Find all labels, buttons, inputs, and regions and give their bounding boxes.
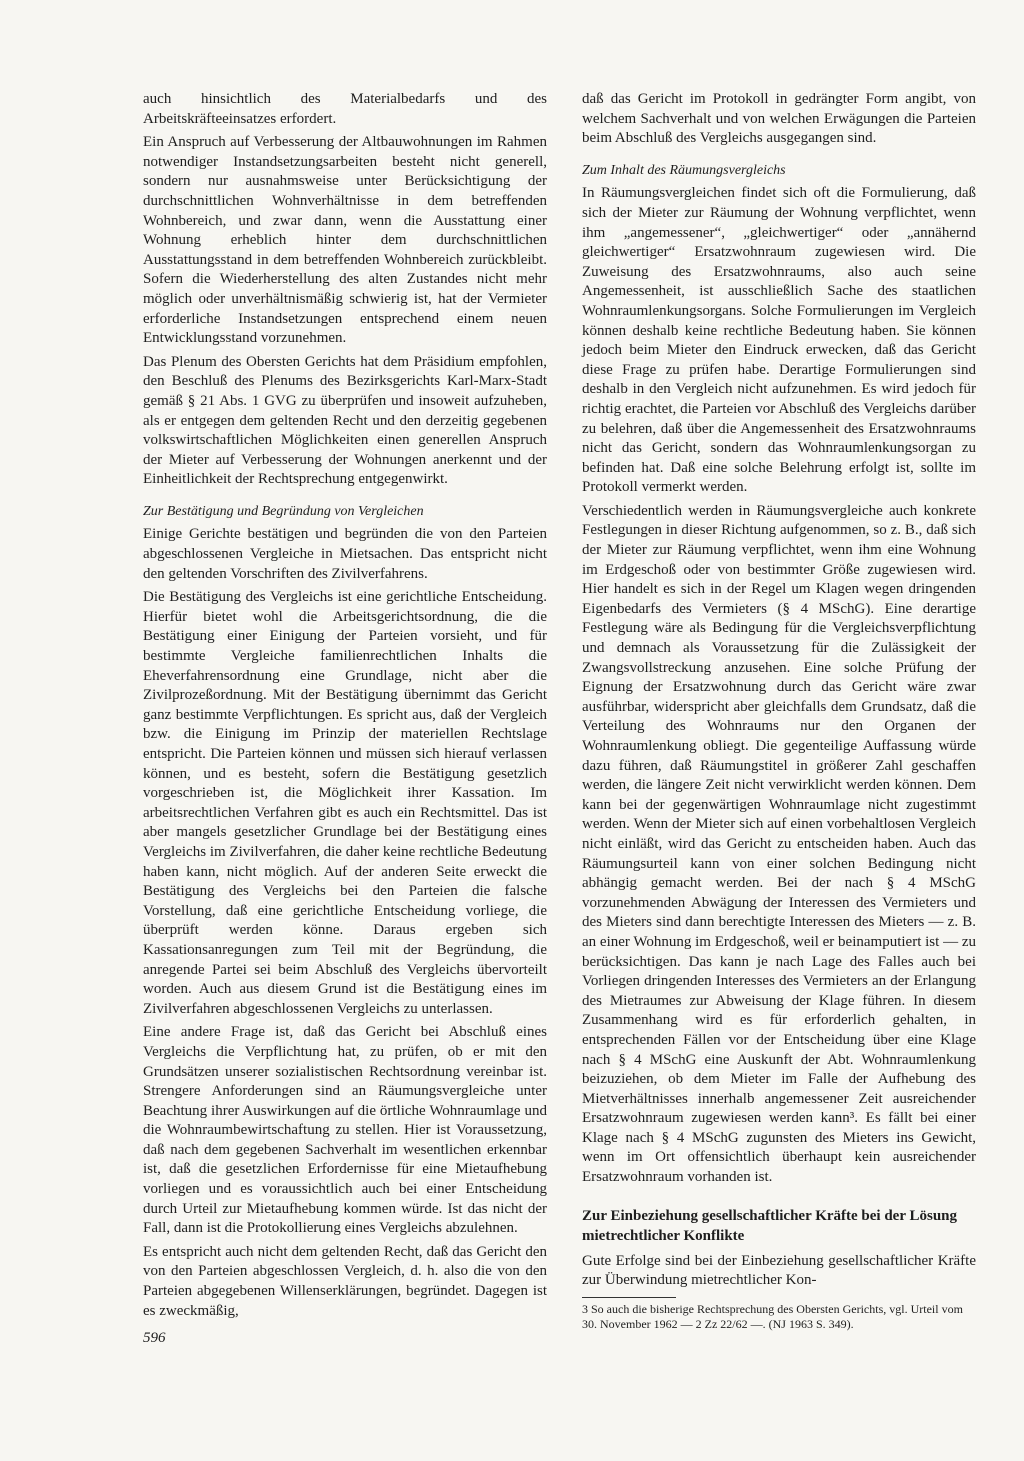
- left-column: [143, 90, 547, 1325]
- paragraph: Die Bestätigung des Vergleichs ist eine gerichtliche Entscheidung. Hierfür bietet wohl die Arbeitsgerichtsordnung, die die Bestätigung einer Einigung der Parteien vorsieht, und für bestimmte Vergleiche familienrechtlichen Inhalts die Eheverfahrensordnung eine Grundlage, nicht aber die Zivilprozeßordnung. Mit der Bestätigung übernimmt das Gericht ganz bestimmte Verpflichtungen. Es spricht aus, daß der Vergleich bzw. die Einigung im Prinzip der materiellen Rechtslage entspricht. Die Parteien können und müssen sich hierauf verlassen können, und es besteht, sofern die Bestätigung gesetzlich vorgeschrieben ist, die Möglichkeit ihrer Kassation. Im arbeitsrechtlichen Verfahren gibt es auch ein Rechtsmittel. Das ist aber mangels gesetzlicher Grundlage bei der Bestätigung eines Vergleichs im Zivilverfahren, die daher keine rechtliche Bedeutung haben kann, nicht möglich. Auf der anderen Seite erweckt die Bestätigung des Vergleichs bei den Parteien die falsche Vorstellung, daß eine gerichtliche Entscheidung vorliege, die überprüft werden könne. Daraus ergeben sich Kassationsanregungen zum Teil mit der Begründung, die anregende Partei sei beim Abschluß des Vergleichs übervorteilt worden. Auch aus diesem Grund ist die Bestätigung eines im Zivilverfahren abgeschlossenen Vergleichs zu unterlassen.: [143, 589, 547, 1017]
- footnote-rule: [582, 1297, 676, 1298]
- footnote: 3 So auch die bisherige Rechtsprechung des Obersten Gerichts, vgl. Urteil vom 30. November 1962 — 2 Zz 22/62 —. (NJ 1963 S. 349).: [582, 1301, 963, 1331]
- section-heading: Zur Bestätigung und Begründung von Vergleichen: [143, 503, 424, 519]
- paragraph: Gute Erfolge sind bei der Einbeziehung gesellschaftlicher Kräfte zur Überwindung mietrechtlicher Kon-: [582, 1252, 976, 1289]
- right-column: [582, 90, 976, 1332]
- section-heading-bold: Zur Einbeziehung gesellschaftlicher Kräfte bei der Lösung mietrechtlicher Konflikte: [582, 1207, 958, 1244]
- page-number: 596: [143, 1330, 166, 1346]
- paragraph: In Räumungsvergleichen findet sich oft die Formulierung, daß sich der Mieter zur Räumung der Wohnung verpflichtet, wenn ihm „angemessener“, „gleichwertiger“ oder „annähernd gleichwertiger“ Ersatzwohnraum zugewiesen wird. Die Zuweisung des Ersatzwohnraums, also auch seine Angemessenheit, ist ausschließlich Sache des staatlichen Wohnraumlenkungsorgans. Solche Formulierungen im Vergleich können deshalb keine rechtliche Bedeutung haben. Sie können jedoch beim Mieter den Eindruck erwecken, daß das Gericht diese Frage zu prüfen habe. Derartige Formulierungen sind deshalb in den Vergleich nicht aufzunehmen. Es wird jedoch für richtig erachtet, die Parteien vor Abschluß des Vergleichs darüber zu belehren, daß über die Angemessenheit des Ersatzwohnraums nicht das Gericht, sondern das Wohnraumlenkungsorgan zu befinden hat. Daß eine solche Belehrung erfolgt ist, sollte im Protokoll vermerkt werden.: [582, 185, 976, 496]
- paragraph: Einige Gerichte bestätigen und begründen die von den Parteien abgeschlossenen Vergleiche in Mietsachen. Das entspricht nicht den geltenden Vorschriften des Zivilverfahrens.: [143, 526, 547, 582]
- paragraph: Ein Anspruch auf Verbesserung der Altbauwohnungen im Rahmen notwendiger Instandsetzungsarbeiten besteht nicht generell, sondern nur ausnahmsweise unter Berücksichtigung der durchschnittlichen Wohnverhältnisse in dem betreffenden Wohnbereich, und zwar dann, wenn die Ausstattung einer Wohnung erheblich hinter dem durchschnittlichen Ausstattungsstand in dem betreffenden Wohnbereich zurückbleibt. Sofern die Wiederherstellung des alten Zustandes nicht mehr möglich oder unverhältnismäßig schwierig ist, hat der Vermieter erforderliche Instandsetzungen entsprechend einem neuen Entwicklungsstand vorzunehmen.: [143, 134, 547, 347]
- paragraph: Verschiedentlich werden in Räumungsvergleiche auch konkrete Festlegungen in dieser Richtung aufgenommen, so z. B., daß sich der Mieter zur Räumung verpflichtet, wenn ihm eine Wohnung im Erdgeschoß oder von bestimmter Größe zugewiesen wird. Hier handelt es sich in der Regel um Klagen wegen dringenden Eigenbedarfs des Vermieters (§ 4 MSchG). Eine derartige Festlegung wäre als Bedingung für die Vergleichsverpflichtung und demnach als Voraussetzung für die Zulässigkeit der Zwangsvollstreckung anzusehen. Eine solche Prüfung der Eignung der Ersatzwohnung durch das Gericht wäre zwar ausführbar, widerspricht aber gleichfalls dem Grundsatz, daß die Verteilung des Wohnraums nur den Organen der Wohnraumlenkung obliegt. Die gegenteilige Auffassung würde dazu führen, daß Räumungstitel in größerer Zahl geschaffen werden, die längere Zeit nicht verwirklicht werden können. Dem kann bei der gegenwärtigen Wohnraumlage nicht zugestimmt werden. Wenn der Mieter sich auf einen vorbehaltlosen Vergleich nicht einläßt, wird das Gericht zu entscheiden haben. Auch das Räumungsurteil kann von einer solchen Bedingung nicht abhängig gemacht werden. Bei der nach § 4 MSchG vorzunehmenden Abwägung der Interessen des Vermieters und des Mieters sind dann berechtigte Interessen des Mieters — z. B. an einer Wohnung im Erdgeschoß, weil er beinamputiert ist — zu berücksichtigen. Das kann je nach Lage des Falles auch bei Vorliegen dringenden Interesses des Vermieters an der Erlangung des Mietraumes zur Abweisung der Klage führen. In diesem Zusammenhang wird es für erforderlich gehalten, in entsprechenden Fällen vor der Entscheidung über eine Klage nach § 4 MSchG eine Auskunft der Abt. Wohnraumlenkung beizuziehen, ob dem Mieter im Falle der Aufhebung des Mietverhältnisses innerhalb angemessener Zeit ausreichender Ersatzwohnraum zugewiesen werden kann³. Es fällt bei einer Klage nach § 4 MSchG zugunsten des Mieters ins Gewicht, wenn im Ort offensichtlich überhaupt kein ausreichender Ersatzwohnraum vorhanden ist.: [582, 502, 976, 1186]
- paragraph: Eine andere Frage ist, daß das Gericht bei Abschluß eines Vergleichs die Verpflichtung hat, zu prüfen, ob er mit den Grundsätzen unserer sozialistischen Rechtsordnung vereinbar ist. Strengere Anforderungen sind an Räumungsvergleiche unter Beachtung ihrer Auswirkungen auf die örtliche Wohnraumlage und die Wohnraumbewirtschaftung zu stellen. Hier ist Voraussetzung, daß nach dem gegebenen Sachverhalt im wesentlichen erkennbar ist, daß die gesetzlichen Erfordernisse für eine Mietaufhebung vorliegen und es voraussichtlich auch bei einer Entscheidung durch Urteil zur Mietaufhebung kommen würde. Ist das nicht der Fall, dann ist die Protokollierung eines Vergleichs abzulehnen.: [143, 1024, 547, 1237]
- paragraph: Es entspricht auch nicht dem geltenden Recht, daß das Gericht den von den Parteien abgeschlossen Vergleich, d. h. also die von den Parteien abgegebenen Willenserklärungen, begründet. Dagegen ist es zweckmäßig,: [143, 1243, 547, 1319]
- section-heading: Zum Inhalt des Räumungsvergleichs: [582, 162, 786, 178]
- paragraph: Das Plenum des Obersten Gerichts hat dem Präsidium empfohlen, den Beschluß des Plenums des Bezirksgerichts Karl-Marx-Stadt gemäß § 21 Abs. 1 GVG zu überprüfen und insoweit aufzuheben, als er entgegen dem geltenden Recht und den derzeitig gegebenen volkswirtschaftlichen Möglichkeiten einen generellen Anspruch der Mieter auf Verbesserung der Wohnungen anerkennt und der Einheitlichkeit der Rechtsprechung entgegenwirkt.: [143, 353, 547, 488]
- paragraph: auch hinsichtlich des Materialbedarfs und des Arbeitskräfteeinsatzes erfordert.: [143, 91, 547, 127]
- paragraph: daß das Gericht im Protokoll in gedrängter Form angibt, von welchem Sachverhalt und von welchen Erwägungen die Parteien beim Abschluß des Vergleichs ausgegangen sind.: [582, 91, 976, 147]
